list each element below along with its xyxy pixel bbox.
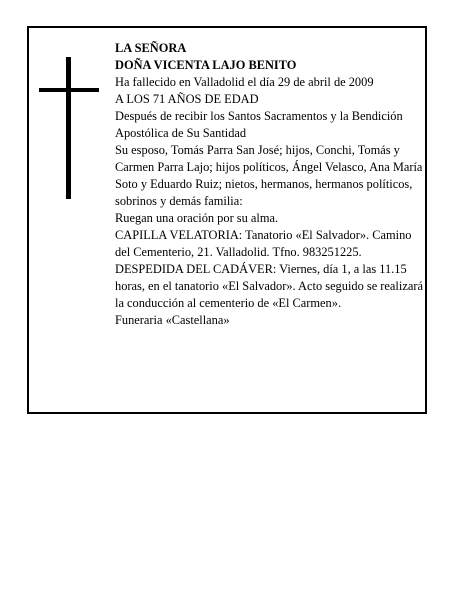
age-info: A LOS 71 AÑOS DE EDAD	[115, 92, 259, 106]
sacraments-text: Después de recibir los Santos Sacramentos y la Bendición Apostólica de Su Santidad	[115, 109, 403, 140]
death-info: Ha fallecido en Valladolid el día 29 de abril de 2009	[115, 75, 374, 89]
notice-text	[115, 40, 425, 329]
cross-icon	[39, 57, 99, 199]
cross-vertical-bar	[66, 57, 71, 199]
prayer-text: Ruegan una oración por su alma.	[115, 211, 279, 225]
funeral-home: Funeraria «Castellana»	[115, 313, 230, 327]
deceased-name: DOÑA VICENTA LAJO BENITO	[115, 58, 297, 72]
cross-horizontal-bar	[39, 88, 99, 92]
title-line-1: LA SEÑORA	[115, 41, 187, 55]
family-text: Su esposo, Tomás Parra San José; hijos, Conchi, Tomás y Carmen Parra Lajo; hijos políticos, Ángel Velasco, Ana María Soto y Eduardo Ruiz; nietos, hermanos, hermanos políticos, sobrinos y demás familia:	[115, 143, 423, 208]
chapel-info: CAPILLA VELATORIA: Tanatorio «El Salvador». Camino del Cementerio, 21. Valladolid. Tfno. 983251225.	[115, 228, 412, 259]
obituary-notice	[27, 26, 427, 414]
farewell-info: DESPEDIDA DEL CADÁVER: Viernes, día 1, a las 11.15 horas, en el tanatorio «El Salvador». Acto seguido se realizará la conducción al cementerio de «El Carmen».	[115, 262, 423, 310]
